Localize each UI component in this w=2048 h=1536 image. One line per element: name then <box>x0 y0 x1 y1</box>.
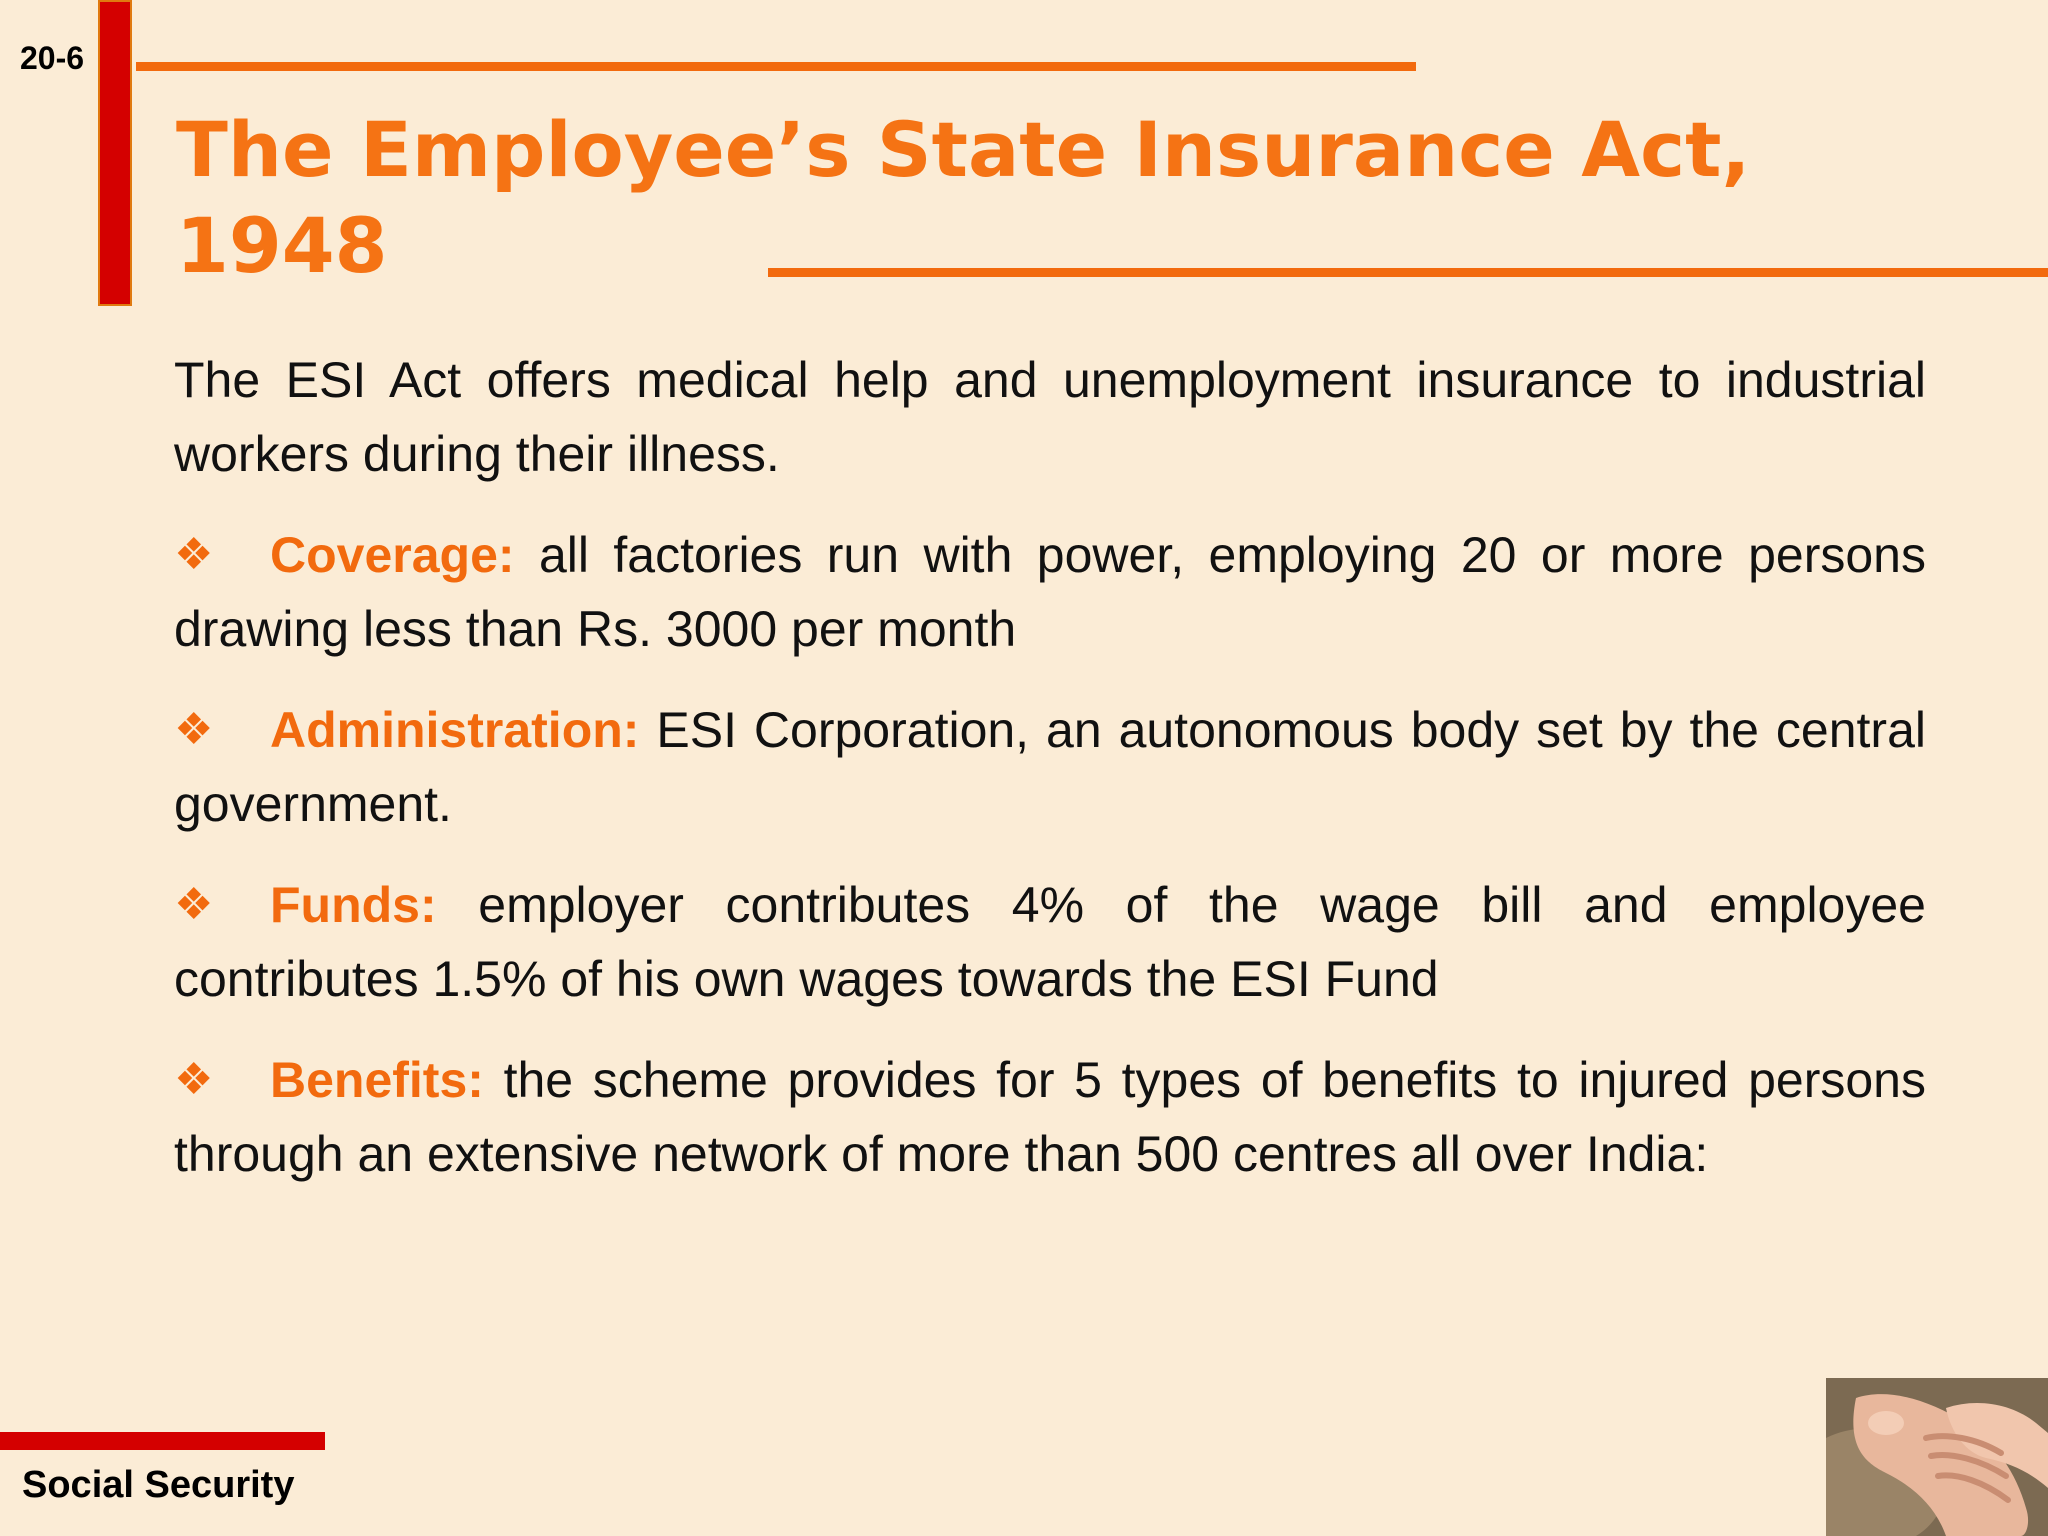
slide-body <box>174 343 1926 1218</box>
bullet-benefits <box>174 1043 1926 1191</box>
bullet-label: Benefits: <box>270 1052 484 1108</box>
bullet-coverage <box>174 518 1926 666</box>
hands-photo <box>1826 1378 2048 1536</box>
bullet-text: employer contributes 4% of the wage bill and employee contributes 1.5% of his own wages towards the ESI Fund <box>174 877 1926 1007</box>
diamond-bullet-icon: ❖ <box>174 880 214 929</box>
diamond-bullet-icon: ❖ <box>174 530 214 579</box>
title-underline-rule <box>768 268 2048 277</box>
bullet-label: Funds: <box>270 877 437 933</box>
slide-number: 20-6 <box>20 40 85 76</box>
bullet-label: Coverage: <box>270 527 515 583</box>
footer-label: Social Security <box>22 1464 295 1506</box>
bullet-label: Administration: <box>270 702 640 758</box>
bullet-administration <box>174 693 1926 841</box>
footer-rule <box>0 1432 325 1450</box>
bullet-text: ESI Corporation, an autonomous body set by the central government. <box>174 702 1926 832</box>
bullet-text: all factories run with power, employing 20 or more persons drawing less than Rs. 3000 per month <box>174 527 1926 657</box>
top-rule <box>136 62 1416 71</box>
hands-photo-image <box>1826 1378 2048 1536</box>
diamond-bullet-icon: ❖ <box>174 1055 214 1104</box>
title-accent-bar <box>98 0 132 306</box>
bullet-funds <box>174 868 1926 1016</box>
bullet-text: the scheme provides for 5 types of benefits to injured persons through an extensive network of more than 500 centres all over India: <box>174 1052 1926 1182</box>
diamond-bullet-icon: ❖ <box>174 705 214 754</box>
slide-title: The Employee’s State Insurance Act, 1948 <box>176 105 1751 290</box>
intro-paragraph: The ESI Act offers medical help and unemployment insurance to industrial workers during their illness. <box>174 352 1926 482</box>
